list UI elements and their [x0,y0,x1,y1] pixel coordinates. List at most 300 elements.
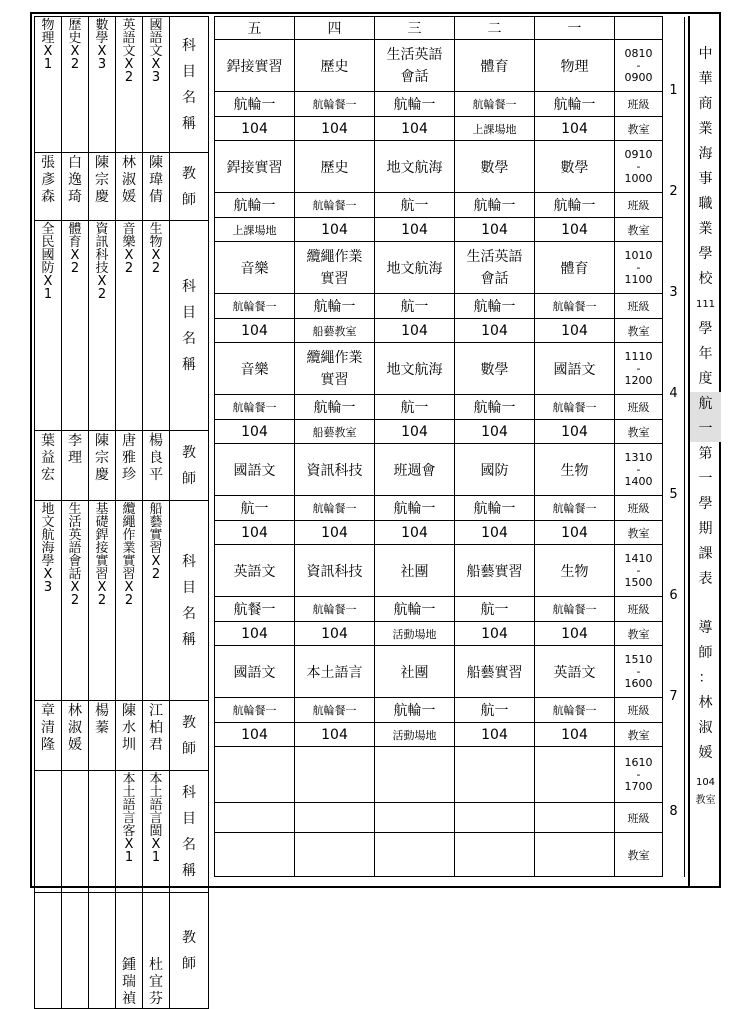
subject-cell: 銲接實習 [215,141,295,193]
room-label: 教室 [615,622,663,646]
char: 2 [124,70,134,85]
subject-cell: 船藝實習 [455,545,535,597]
room-cell: 活動場地 [375,723,455,747]
teacher-cell [89,431,116,501]
char: 陳 [122,703,136,719]
teacher-cell [116,431,143,501]
char: 3 [97,57,107,72]
char: 君 [149,737,163,753]
char: 良 [149,450,163,466]
char: 土 [122,785,136,800]
char: 張 [41,155,55,171]
char: 文 [41,515,55,530]
title-char: 一 [690,417,721,442]
class-cell: 航輪一 [215,193,295,218]
time-range [615,141,663,193]
subject-cell: 生活英語會話 [455,242,535,294]
day-header: 三 [375,17,455,40]
title-char: 華 [698,71,713,87]
room-cell: 104 [535,319,615,343]
char: 師 [182,191,196,208]
subject-cell: 歷史 [295,40,375,92]
char: 文 [149,44,163,59]
char: 繩 [122,515,136,530]
char: X [151,554,161,569]
char: 全 [41,222,55,237]
char: 芬 [149,991,163,1007]
time-start: 1010 [624,248,653,262]
room-label: 教室 [615,420,663,444]
char: 楊 [95,703,109,719]
room-cell: 104 [375,420,455,444]
char: 實 [122,554,136,569]
class-cell: 航輪餐一 [535,496,615,521]
time-range [615,747,663,803]
char: 宏 [41,467,55,483]
subject-quota-cell [143,17,170,153]
subject-cell: 資訊科技 [295,444,375,496]
advisor-char: ： [698,670,713,686]
subject-name-label [170,17,209,153]
day-header: 四 [295,17,375,40]
char: X [70,580,80,595]
class-cell: 航輪一 [375,496,455,521]
teacher-cell [116,701,143,771]
room-cell: 104 [535,622,615,646]
subject-name-label [170,501,209,701]
room-cell: 104 [455,420,535,444]
char: 文 [122,44,136,59]
class-cell: 航輪一 [455,496,535,521]
room-label: 教室 [615,319,663,343]
class-cell: 航輪一 [375,92,455,117]
room-cell: 104 [455,218,535,242]
room-cell: 104 [295,723,375,747]
class-cell: 航輪餐一 [295,193,375,218]
char: 理 [41,31,55,46]
room-cell: 104 [455,723,535,747]
char: 礎 [95,515,109,530]
char: 理 [68,450,82,466]
class-label: 班級 [615,193,663,218]
time-dash: - [636,260,641,274]
char: 媛 [122,189,136,205]
char: 生 [149,222,163,237]
char: 江 [149,703,163,719]
char: 纜 [122,502,136,517]
room-cell: 上課場地 [455,117,535,141]
time-end: 1700 [624,779,653,793]
subject-cell: 國語文 [215,646,295,698]
class-cell: 航輪餐一 [215,294,295,319]
class-cell [215,803,295,833]
title-char: 航 [690,392,721,417]
char: 陳 [95,155,109,171]
teacher-cell [62,893,89,1009]
timetable-sheet [30,12,721,1007]
char: 2 [70,261,80,276]
title-char: 學 [698,496,713,512]
class-cell: 航輪一 [535,92,615,117]
class-cell: 航輪餐一 [535,395,615,420]
homeroom-location [690,774,721,810]
char: 言 [122,811,136,826]
time-end: 1500 [624,575,653,589]
char: 淑 [122,172,136,188]
subject-cell: 資訊科技 [295,545,375,597]
subject-quota-cell [89,17,116,153]
time-end: 1600 [624,676,653,690]
char: 民 [41,235,55,250]
char: X [43,567,53,582]
class-label: 班級 [615,294,663,319]
room-cell: 104 [215,521,295,545]
room-cell: 104 [535,420,615,444]
class-cell: 航輪一 [295,395,375,420]
class-label: 班級 [615,395,663,420]
subject-cell: 地文航海 [375,343,455,395]
char: 英 [68,528,82,543]
char: 技 [95,261,109,276]
title-char: 業 [698,221,713,237]
subject-quota-cell [35,501,62,701]
time-dash: - [636,361,641,375]
char: 鍾 [122,957,136,973]
class-cell: 航輪一 [375,597,455,622]
subject-cell: 生活英語會話 [375,40,455,92]
subject-cell: 地文航海 [375,242,455,294]
advisor-char: 師 [698,645,713,661]
class-cell: 航一 [455,698,535,723]
subject-quota-cell [62,17,89,153]
class-cell: 航輪餐一 [295,92,375,117]
char: X [97,44,107,59]
char: 音 [122,222,136,237]
char: 2 [151,567,161,582]
room-cell: 104 [535,521,615,545]
time-dash: - [636,767,641,781]
char: 語 [149,798,163,813]
teacher-cell [35,431,62,501]
class-cell [455,803,535,833]
time-range [615,444,663,496]
day-header: 一 [535,17,615,40]
subject-cell: 數學 [455,343,535,395]
char: 目 [182,810,196,827]
subject-cell: 物理 [535,40,615,92]
class-cell: 航輪餐一 [295,496,375,521]
char: 彥 [41,172,55,188]
teacher-cell [62,431,89,501]
char: 防 [41,261,55,276]
char: 2 [70,57,80,72]
subject-quota-cell [35,221,62,431]
subject-cell: 英語文 [215,545,295,597]
char: 林 [68,703,82,719]
class-cell: 航一 [215,496,295,521]
class-label: 班級 [615,803,663,833]
class-cell [295,803,375,833]
char: 英 [122,18,136,33]
char: 淑 [68,720,82,736]
advisor-name [690,592,721,766]
teacher-cell [116,153,143,221]
room-cell [295,833,375,877]
subject-quota-cell [143,221,170,431]
day-header: 五 [215,17,295,40]
char: 基 [95,502,109,517]
class-cell: 航輪餐一 [535,294,615,319]
subject-cell: 國語文 [215,444,295,496]
course-teacher-table [34,16,209,1009]
subject-cell: 銲接實習 [215,40,295,92]
advisor-char: 媛 [698,745,713,761]
char: 清 [41,720,55,736]
teacher-cell [116,893,143,1009]
char: 航 [41,528,55,543]
char: 習 [95,567,109,582]
day-header: 二 [455,17,535,40]
char: 2 [151,261,161,276]
char: 1 [43,57,53,72]
room-cell: 104 [215,117,295,141]
char: 訊 [95,235,109,250]
subject-cell: 體育 [535,242,615,294]
teacher-cell [35,893,62,1009]
time-end: 1400 [624,474,653,488]
subject-cell [535,747,615,803]
subject-cell: 數學 [455,141,535,193]
subject-cell: 地文航海 [375,141,455,193]
class-cell: 航輪餐一 [215,698,295,723]
char: 白 [68,155,82,171]
char: 本 [149,772,163,787]
title-char: 表 [698,571,713,587]
char: 森 [41,189,55,205]
period-number: 4 [663,343,685,444]
char: 學 [41,554,55,569]
room-cell: 104 [375,521,455,545]
char: 名 [182,89,196,106]
char: 國 [41,248,55,263]
room-cell [375,833,455,877]
char: 師 [182,470,196,487]
char: 益 [41,450,55,466]
char: 珍 [122,467,136,483]
time-range [615,40,663,92]
char: 教 [182,165,196,182]
char: 唐 [122,433,136,449]
class-cell: 航一 [375,294,455,319]
title-char: 中 [698,46,713,62]
subject-quota-cell [116,17,143,153]
char: 科 [182,553,196,570]
char: X [151,57,161,72]
char: 言 [149,811,163,826]
room-label: 教室 [615,833,663,877]
char: 國 [149,18,163,33]
subject-quota-cell [62,771,89,893]
class-cell: 航輪一 [535,193,615,218]
char: X [151,837,161,852]
subject-cell: 英語文 [535,646,615,698]
char: 師 [182,740,196,757]
char: X [151,248,161,263]
class-cell: 航輪一 [455,193,535,218]
char: 活 [68,515,82,530]
period-number: 1 [663,40,685,141]
room-cell: 104 [295,622,375,646]
room-label: 教室 [615,117,663,141]
char: 2 [124,593,134,608]
subject-cell [295,747,375,803]
teacher-label [170,431,209,501]
room-text: 104 [695,777,716,788]
room-cell: 船藝教室 [295,319,375,343]
subject-cell: 國防 [455,444,535,496]
time-start: 1510 [624,652,653,666]
class-cell [375,803,455,833]
title-char: 校 [698,271,713,287]
title-char: 111 [695,299,716,310]
char: 葉 [41,433,55,449]
char: X [124,837,134,852]
char: 陳 [149,155,163,171]
class-cell [535,803,615,833]
char: 閩 [149,824,163,839]
subject-cell: 社團 [375,646,455,698]
char: X [43,274,53,289]
char: 李 [68,433,82,449]
char: 教 [182,714,196,731]
class-cell: 航輪一 [455,294,535,319]
char: 海 [41,541,55,556]
char: 教 [182,929,196,946]
period-number: 3 [663,242,685,343]
char: 習 [149,541,163,556]
header-blank [615,17,663,40]
char: 目 [182,579,196,596]
char: 地 [41,502,55,517]
char: 倩 [149,189,163,205]
class-cell: 航餐一 [215,597,295,622]
time-range [615,242,663,294]
subject-cell: 音樂 [215,242,295,294]
room-cell [535,833,615,877]
char: 蓁 [95,720,109,736]
teacher-cell [143,893,170,1009]
teacher-cell [89,153,116,221]
char: 琦 [68,189,82,205]
period-number: 2 [663,141,685,242]
teacher-cell [89,893,116,1009]
room-cell: 104 [215,723,295,747]
char: 語 [122,798,136,813]
room-cell: 104 [375,117,455,141]
subject-quota-cell [89,501,116,701]
char: 3 [43,580,53,595]
char: 禎 [122,991,136,1007]
class-label: 班級 [615,597,663,622]
char: 實 [149,528,163,543]
class-cell: 航輪一 [295,294,375,319]
char: 媛 [68,737,82,753]
char: X [124,248,134,263]
class-cell: 航輪餐一 [535,597,615,622]
char: 2 [97,593,107,608]
title-char: 業 [698,121,713,137]
char: 科 [182,37,196,54]
period-number: 7 [663,646,685,747]
char: 雅 [122,450,136,466]
subject-cell: 體育 [455,40,535,92]
char: 語 [68,541,82,556]
char: 2 [70,593,80,608]
char: 學 [95,31,109,46]
char: X [97,274,107,289]
char: 章 [41,703,55,719]
title-char: 度 [698,371,713,387]
class-cell: 航一 [375,395,455,420]
room-cell: 104 [295,521,375,545]
time-start: 1410 [624,551,653,565]
time-dash: - [636,563,641,577]
char: 語 [149,31,163,46]
char: 稱 [182,631,196,648]
char: 本 [122,772,136,787]
char: 作 [122,528,136,543]
char: 宜 [149,974,163,990]
room-cell: 104 [215,420,295,444]
room-cell: 104 [215,319,295,343]
char: 圳 [122,737,136,753]
char: 林 [122,155,136,171]
char: 土 [149,785,163,800]
title-char: 職 [698,196,713,212]
period-number: 5 [663,444,685,545]
room-cell: 上課場地 [215,218,295,242]
title-char: 學 [698,246,713,262]
time-dash: - [636,58,641,72]
char: 史 [68,31,82,46]
class-label: 班級 [615,698,663,723]
subject-cell: 歷史 [295,141,375,193]
room-cell: 104 [455,622,535,646]
class-label: 班級 [615,496,663,521]
schedule-title [690,16,721,592]
room-cell [215,833,295,877]
room-cell: 104 [295,117,375,141]
char: X [124,580,134,595]
class-cell: 航一 [455,597,535,622]
class-cell: 航輪餐一 [535,698,615,723]
room-cell: 104 [535,218,615,242]
room-cell: 104 [215,622,295,646]
char: 名 [182,836,196,853]
char: 1 [124,850,134,865]
class-cell: 航一 [375,193,455,218]
char: 稱 [182,862,196,879]
char: 船 [149,502,163,517]
char: 語 [122,31,136,46]
title-char: 年 [698,346,713,362]
char: 杜 [149,957,163,973]
subject-quota-cell [89,771,116,893]
time-end: 1000 [624,171,653,185]
title-char: 課 [698,546,713,562]
teacher-cell [143,431,170,501]
teacher-cell [62,701,89,771]
